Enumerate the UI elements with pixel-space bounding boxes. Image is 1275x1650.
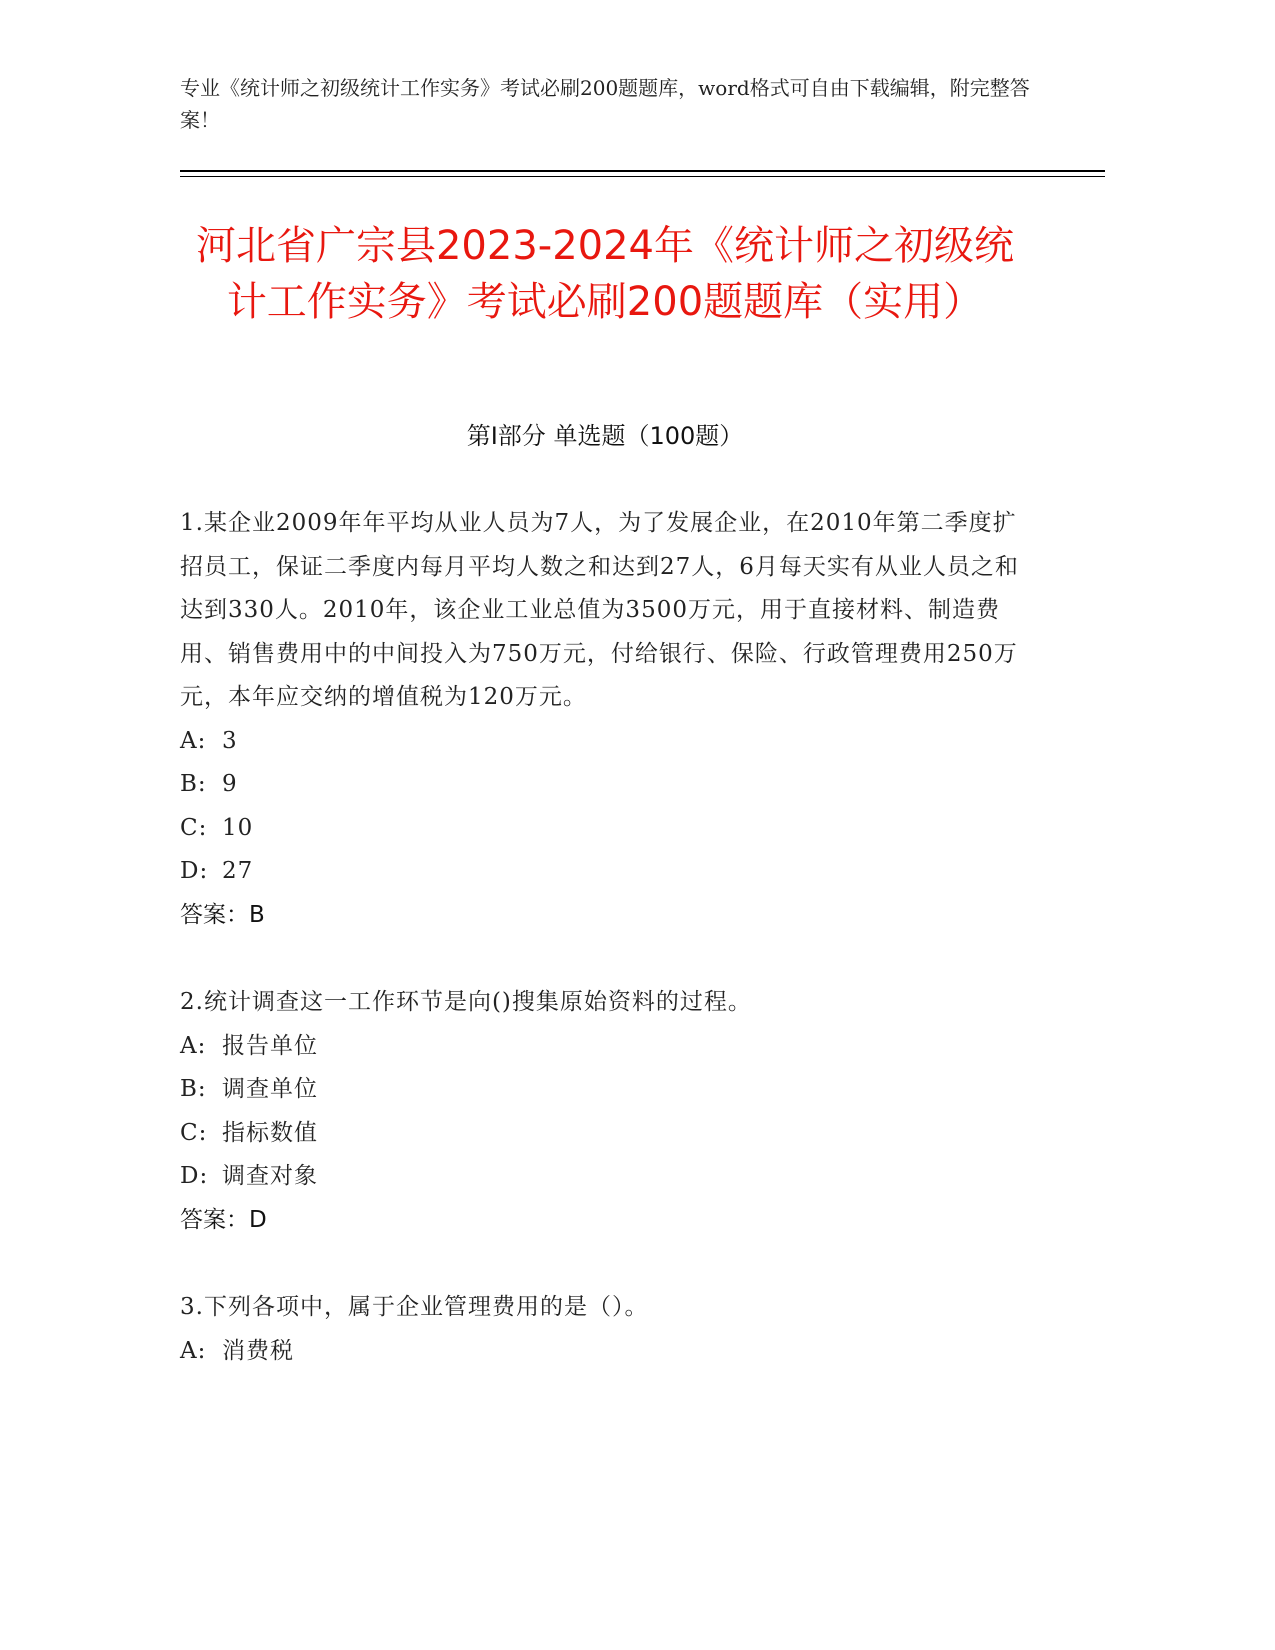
option-b — [180, 1068, 1040, 1112]
option-d — [180, 1155, 1040, 1199]
option-text: 9 — [222, 771, 238, 797]
question-1 — [180, 502, 1040, 937]
question-text: 3.下列各项中，属于企业管理费用的是（）。 — [180, 1294, 649, 1320]
section-heading: 第Ⅰ部分 单选题（100题） — [466, 422, 744, 450]
option-a — [180, 720, 1040, 764]
option-a — [180, 1330, 1040, 1374]
option-text: 调查对象 — [222, 1163, 318, 1189]
question-3 — [180, 1286, 1040, 1373]
header-rule-thin — [180, 176, 1105, 177]
option-text: 调查单位 — [222, 1076, 318, 1102]
option-letter: D: — [180, 858, 209, 884]
option-c — [180, 807, 1040, 851]
option-letter: C: — [180, 1119, 208, 1146]
question-text: 1.某企业2009年年平均从业人员为7人，为了发展企业，在2010年第二季度扩招员工，保证二季度内每月平均人数之和达到27人，6月每天实有从业人员之和达到330人。2010年，该企业工业总值为3500万元，用于直接材料、制造费用、销售费用中的中间投入为750万元，付给银行、保险、行政管理费用250万元，本年应交纳的增值税为120万元。 — [180, 510, 1019, 710]
question-list — [180, 502, 1040, 1417]
option-d — [180, 850, 1040, 894]
option-text: 3 — [222, 727, 238, 754]
option-a — [180, 1025, 1040, 1069]
question-2 — [180, 981, 1040, 1242]
option-text: 指标数值 — [222, 1119, 318, 1146]
option-b — [180, 763, 1040, 807]
option-letter: D: — [180, 1163, 209, 1189]
option-letter: B: — [180, 771, 207, 797]
question-text: 2.统计调查这一工作环节是向()搜集原始资料的过程。 — [180, 989, 752, 1015]
answer-label: 答案：B — [180, 901, 265, 928]
header-note: 专业《统计师之初级统计工作实务》考试必刷200题题库，word格式可自由下载编辑，附完整答案！ — [180, 76, 1030, 132]
option-text: 10 — [222, 814, 254, 841]
option-text: 报告单位 — [222, 1032, 318, 1059]
header-rule-thick — [180, 170, 1105, 172]
option-letter: C: — [180, 814, 208, 841]
option-text: 27 — [222, 858, 254, 884]
document-title: 河北省广宗县2023-2024年《统计师之初级统计工作实务》考试必刷200题题库（实用） — [195, 223, 1015, 325]
option-c — [180, 1112, 1040, 1156]
option-letter: B: — [180, 1076, 207, 1102]
answer-label: 答案：D — [180, 1206, 267, 1233]
option-letter: A: — [180, 1032, 207, 1059]
option-letter: A: — [180, 727, 207, 754]
option-text: 消费税 — [222, 1337, 294, 1364]
option-letter: A: — [180, 1337, 207, 1364]
